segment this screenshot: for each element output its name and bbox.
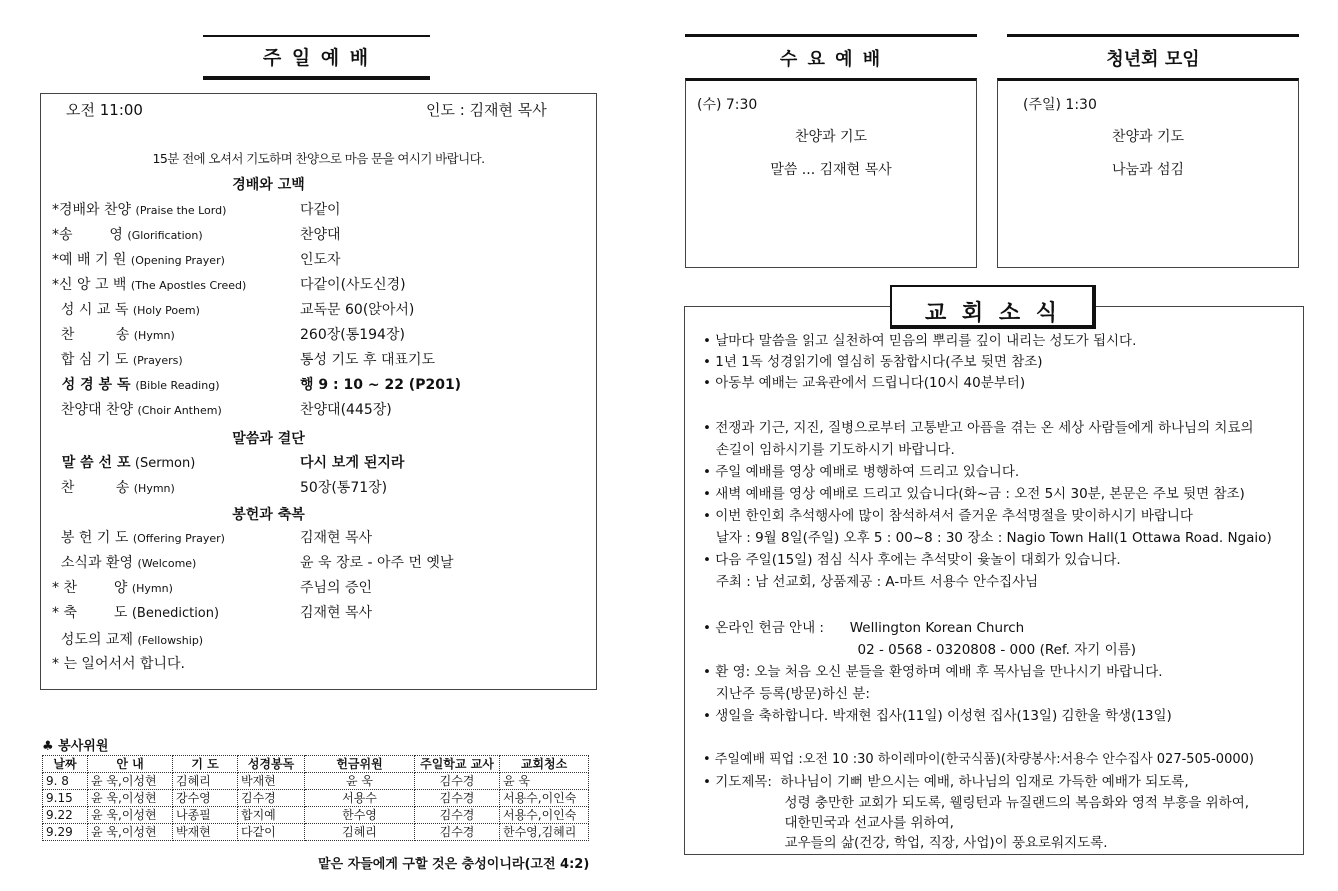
order-item-en: (Glorification) (127, 229, 203, 242)
table-cell: 윤 욱,이성현 (88, 807, 173, 824)
order-item-en: (Bible Reading) (135, 379, 220, 392)
table-cell: 윤 욱 (305, 773, 415, 790)
table-row (43, 790, 589, 807)
table-row (43, 824, 589, 841)
news-line: • 이번 한인회 추석행사에 많이 참석하셔서 즐거운 추석명절을 맞이하시기 바랍니다 (703, 508, 1193, 524)
table-row (43, 807, 589, 824)
order-item-en: (Praise the Lord) (135, 204, 227, 217)
volunteers-table (42, 755, 589, 841)
order-item-name: *송 영 (52, 227, 123, 243)
order-item-name: *신 앙 고 백 (52, 277, 127, 293)
table-cell: 9.22 (43, 807, 88, 824)
order-item-person: 통성 기도 후 대표기도 (300, 352, 436, 368)
order-item-person: 교독문 60(앉아서) (300, 302, 415, 318)
news-line: 손길이 임하시기를 기도하시기 바랍니다. (703, 442, 955, 458)
table-cell: 9.15 (43, 790, 88, 807)
table-cell: 김수경 (415, 824, 500, 841)
order-item-person: 260장(통194장) (300, 327, 405, 343)
order-item-name: 찬 송 (52, 480, 130, 496)
table-header: 날짜 (43, 756, 88, 773)
table-cell: 윤 욱,이성현 (88, 790, 173, 807)
table-cell: 김수경 (238, 790, 305, 807)
title-rule-bottom (203, 76, 430, 80)
title-rule-top (203, 35, 430, 37)
news-line: • 기도제목: 하나님이 기뻐 받으시는 예배, 하나님의 임재로 가득한 예배가 되도록, (703, 774, 1189, 790)
table-header: 성경봉독 (238, 756, 305, 773)
table-cell: 박재현 (173, 824, 238, 841)
wednesday-line1: 찬양과 기도 (794, 129, 868, 145)
news-line: • 주일예배 픽업 :오전 10 :30 하이레마이(한국식품)(차량봉사:서용수 안수집사 027-505-0000) (703, 752, 1254, 767)
order-item-person: 다같이 (300, 202, 341, 218)
news-line: • 새벽 예배를 영상 예배로 드리고 있습니다(화~금 : 오전 5시 30분, 본문은 주보 뒷면 참조) (703, 486, 1245, 502)
youth-line2: 나눔과 섬김 (1111, 162, 1185, 178)
order-item-name: 성 경 봉 독 (52, 377, 131, 393)
order-item-en: (Benediction) (131, 606, 220, 621)
order-item-name: 성 시 교 독 (52, 302, 129, 318)
order-item-name: * 축 도 (52, 605, 128, 621)
news-line: 성령 충만한 교회가 되도록, 웰링턴과 뉴질랜드의 복음화와 영적 부흥을 위하여, (703, 795, 1250, 811)
order-item-person: 찬양대 (300, 227, 341, 243)
order-item-en: (Sermon) (134, 456, 196, 471)
news-line: • 날마다 말씀을 읽고 실천하여 믿음의 뿌리를 깊이 내리는 성도가 됩시다. (703, 333, 1137, 349)
youth-time: (주일) 1:30 (1023, 97, 1097, 113)
table-cell: 한수영,김혜리 (500, 824, 589, 841)
order-item-person: 김재현 목사 (300, 530, 373, 546)
table-cell: 김수경 (415, 790, 500, 807)
service-time: 오전 11:00 (66, 101, 143, 119)
table-cell: 나종필 (173, 807, 238, 824)
table-header: 기 도 (173, 756, 238, 773)
news-line: • 다음 주일(15일) 점심 식사 후에는 추석맞이 윷놀이 대회가 있습니다. (703, 552, 1121, 568)
order-item-name: 봉 헌 기 도 (52, 530, 129, 546)
order-item-person: 윤 욱 장로 - 아주 먼 옛날 (300, 555, 454, 571)
table-cell: 윤 욱,이성현 (88, 773, 173, 790)
order-item-name: 찬양대 찬양 (52, 402, 133, 418)
table-header-row (43, 756, 589, 773)
table-cell: 서용수,이인숙 (500, 790, 589, 807)
wednesday-line2: 말씀 ... 김재현 목사 (770, 162, 892, 178)
order-item-en: (Choir Anthem) (137, 404, 222, 417)
news-line: 지난주 등록(방문)하신 분: (703, 686, 870, 702)
order-item-en: (Offering Prayer) (132, 532, 225, 545)
youth-line1: 찬양과 기도 (1111, 129, 1185, 145)
worship-notice: 15분 전에 오셔서 기도하며 찬양으로 마음 문을 여시기 바랍니다. (152, 151, 485, 166)
order-item-en: (Hymn) (133, 482, 175, 495)
table-cell: 9. 8 (43, 773, 88, 790)
news-line: 교우들의 삶(건강, 학업, 직장, 사업)이 풍요로워지도록. (703, 835, 1108, 851)
order-item-name: *경배와 찬양 (52, 202, 132, 218)
order-item-en: (Prayers) (132, 354, 183, 367)
section-word: 말씀과 결단 (232, 431, 305, 447)
order-item-name: *예 배 기 원 (52, 252, 127, 268)
order-item-name: 찬 송 (52, 327, 130, 343)
section-adoration: 경배와 고백 (232, 177, 305, 193)
section-offering: 봉헌과 축복 (232, 507, 305, 523)
service-leader: 인도 : 김재현 목사 (426, 101, 547, 119)
order-item-person: 행 9 : 10 ~ 22 (P201) (300, 377, 462, 393)
news-line: • 1년 1독 성경읽기에 열심히 동참합시다(주보 뒷면 참조) (703, 354, 1043, 370)
order-item-name: * 찬 양 (52, 580, 128, 596)
table-cell: 강수영 (173, 790, 238, 807)
order-item-person: 50장(통71장) (300, 480, 388, 496)
order-item-en: (Hymn) (133, 329, 175, 342)
wednesday-rule (685, 34, 977, 37)
order-item-en: (Hymn) (131, 582, 173, 595)
order-item-en: (Holy Poem) (132, 304, 200, 317)
order-item-en: (Opening Prayer) (130, 254, 225, 267)
news-line: • 주일 예배를 영상 예배로 병행하여 드리고 있습니다. (703, 464, 1020, 480)
table-header: 헌금위원 (305, 756, 415, 773)
sunday-title: 주 일 예 배 (262, 47, 371, 69)
news-line: • 생일을 축하합니다. 박재현 집사(11일) 이성현 집사(13일) 김한울 학생(13일) (703, 708, 1172, 724)
news-line: 날자 : 9월 8일(주일) 오후 5 : 00~8 : 30 장소 : Nagio Town Hall(1 Ottawa Road. Ngaio) (703, 530, 1272, 546)
order-item-person: 다시 보게 된지라 (300, 455, 405, 471)
order-item-person: 다같이(사도신경) (300, 277, 406, 293)
news-line: 대한민국과 선교사를 위하여, (703, 815, 954, 831)
wednesday-title: 수 요 예 배 (779, 49, 883, 70)
news-line: • 전쟁과 기근, 지진, 질병으로부터 고통받고 아픔을 겪는 온 세상 사람들에게 하나님의 치료의 (703, 420, 1254, 436)
table-cell: 김혜리 (305, 824, 415, 841)
news-line: • 환 영: 오늘 처음 오신 분들을 환영하며 예배 후 목사님을 만나시기 바랍니다. (703, 664, 1163, 680)
table-row (43, 773, 589, 790)
order-item-name: 합 심 기 도 (52, 352, 129, 368)
standing-footnote: * 는 일어서서 합니다. (52, 656, 185, 672)
table-cell: 9.29 (43, 824, 88, 841)
table-cell: 서용수,이인숙 (500, 807, 589, 824)
order-item-en: (Welcome) (137, 557, 197, 570)
table-cell: 한수영 (305, 807, 415, 824)
table-header: 안 내 (88, 756, 173, 773)
wednesday-time: (수) 7:30 (697, 97, 758, 113)
order-item-person: 주님의 증인 (300, 580, 373, 596)
order-item-name: 소식과 환영 (52, 555, 133, 571)
news-line: 02 - 0568 - 0320808 - 000 (Ref. 자기 이름) (703, 642, 1136, 658)
youth-title: 청년회 모임 (1106, 49, 1200, 70)
news-line: • 온라인 헌금 안내 : Wellington Korean Church (703, 620, 1025, 636)
table-cell: 윤 욱,이성현 (88, 824, 173, 841)
news-title: 교 회 소 식 (925, 301, 1061, 326)
order-item-person: 인도자 (300, 252, 341, 268)
news-line: • 아동부 예배는 교육관에서 드립니다(10시 40분부터) (703, 375, 1026, 391)
youth-rule (1007, 34, 1299, 37)
news-line: 주최 : 남 선교회, 상품제공 : A-마트 서용수 안수집사님 (703, 574, 1039, 590)
table-cell: 김수경 (415, 807, 500, 824)
order-item-name: 성도의 교제 (52, 632, 133, 648)
table-cell: 김혜리 (173, 773, 238, 790)
bible-verse: 맡은 자들에게 구할 것은 충성이니라(고전 4:2) (318, 857, 590, 872)
table-cell: 다같이 (238, 824, 305, 841)
table-cell: 윤 욱 (500, 773, 589, 790)
order-item-name: 말 씀 선 포 (52, 455, 131, 471)
table-header: 주일학교 교사 (415, 756, 500, 773)
table-cell: 합지예 (238, 807, 305, 824)
table-cell: 박재현 (238, 773, 305, 790)
table-cell: 서용수 (305, 790, 415, 807)
order-item-en: (Fellowship) (137, 634, 204, 647)
volunteers-title: ♣ 봉사위원 (42, 739, 109, 754)
order-item-person: 찬양대(445장) (300, 402, 392, 418)
table-cell: 김수경 (415, 773, 500, 790)
table-header: 교회청소 (500, 756, 589, 773)
order-item-en: (The Apostles Creed) (130, 279, 247, 292)
order-item-person: 김재현 목사 (300, 605, 373, 621)
